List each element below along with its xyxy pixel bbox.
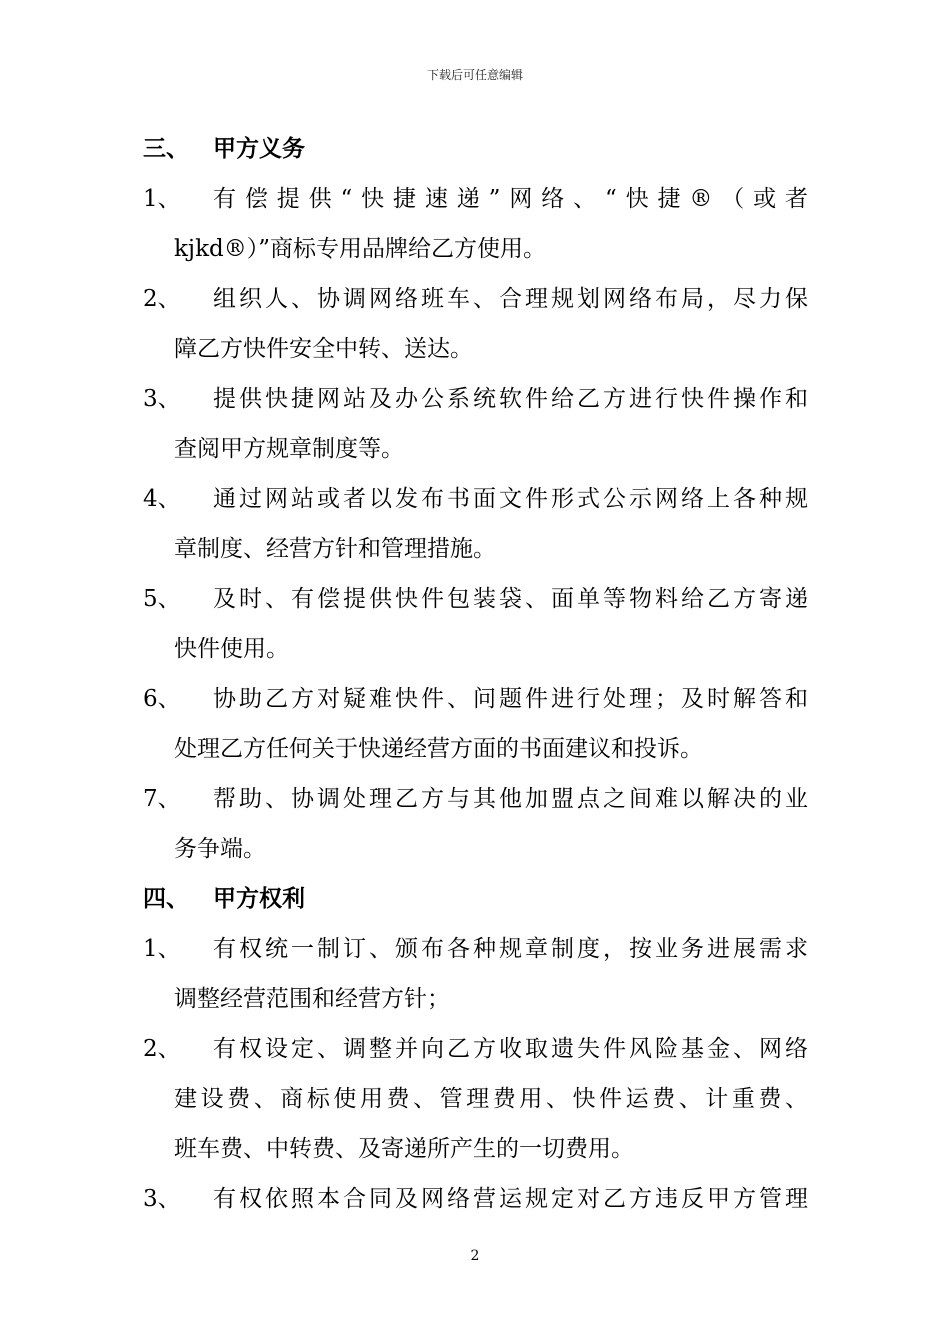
item-number: 4、	[143, 486, 181, 512]
item-line: 组织人、协调网络班车、合理规划网络布局，尽力保	[213, 286, 808, 312]
item-line: 班车费、中转费、及寄递所产生的一切费用。	[174, 1136, 634, 1162]
item-number: 2、	[143, 1036, 181, 1062]
page-header: 下载后可任意编辑	[426, 68, 523, 82]
item-line: 障乙方快件安全中转、送达。	[174, 336, 473, 362]
section-heading	[143, 124, 808, 174]
page-number: 2	[470, 1248, 480, 1264]
item-number: 3、	[143, 1186, 181, 1212]
item-number: 6、	[143, 686, 181, 712]
item-number: 2、	[143, 286, 181, 312]
list-item	[143, 774, 808, 874]
item-number: 7、	[143, 786, 181, 812]
section-number: 三、	[143, 135, 189, 162]
section-number: 四、	[143, 885, 189, 912]
item-line: 章制度、经营方针和管理措施。	[174, 536, 496, 562]
list-item	[143, 574, 808, 674]
item-line: 有权依照本合同及网络营运规定对乙方违反甲方管理	[213, 1186, 808, 1212]
item-line: kjkd®）”商标专用品牌给乙方使用。	[174, 236, 546, 262]
item-number: 1、	[143, 186, 181, 212]
item-line: 建设费、商标使用费、管理费用、快件运费、计重费、	[174, 1086, 808, 1112]
item-line: 调整经营范围和经营方针；	[174, 986, 450, 1012]
item-line: 务争端。	[174, 836, 266, 862]
item-line: 有偿提供“快捷速递”网络、“快捷®（或者	[213, 186, 808, 212]
item-number: 1、	[143, 936, 181, 962]
item-number: 5、	[143, 586, 181, 612]
item-line: 及时、有偿提供快件包装袋、面单等物料给乙方寄递	[213, 586, 808, 612]
item-line: 有权设定、调整并向乙方收取遗失件风险基金、网络	[213, 1036, 808, 1062]
document-body	[143, 124, 808, 1224]
item-line: 通过网站或者以发布书面文件形式公示网络上各种规	[213, 486, 808, 512]
section-title: 甲方权利	[213, 885, 305, 912]
item-line: 帮助、协调处理乙方与其他加盟点之间难以解决的业	[213, 786, 808, 812]
item-line: 查阅甲方规章制度等。	[174, 436, 404, 462]
list-item	[143, 674, 808, 774]
list-item	[143, 374, 808, 474]
item-line: 处理乙方任何关于快递经营方面的书面建议和投诉。	[174, 736, 703, 762]
item-line: 快件使用。	[174, 636, 289, 662]
item-line: 协助乙方对疑难快件、问题件进行处理；及时解答和	[213, 686, 808, 712]
item-line: 有权统一制订、颁布各种规章制度，按业务进展需求	[213, 936, 808, 962]
list-item	[143, 474, 808, 574]
list-item	[143, 1024, 808, 1174]
item-number: 3、	[143, 386, 181, 412]
section-title: 甲方义务	[213, 135, 305, 162]
item-line: 提供快捷网站及办公系统软件给乙方进行快件操作和	[213, 386, 808, 412]
list-item	[143, 1174, 808, 1224]
list-item	[143, 924, 808, 1024]
list-item	[143, 274, 808, 374]
list-item	[143, 174, 808, 274]
section-heading	[143, 874, 808, 924]
